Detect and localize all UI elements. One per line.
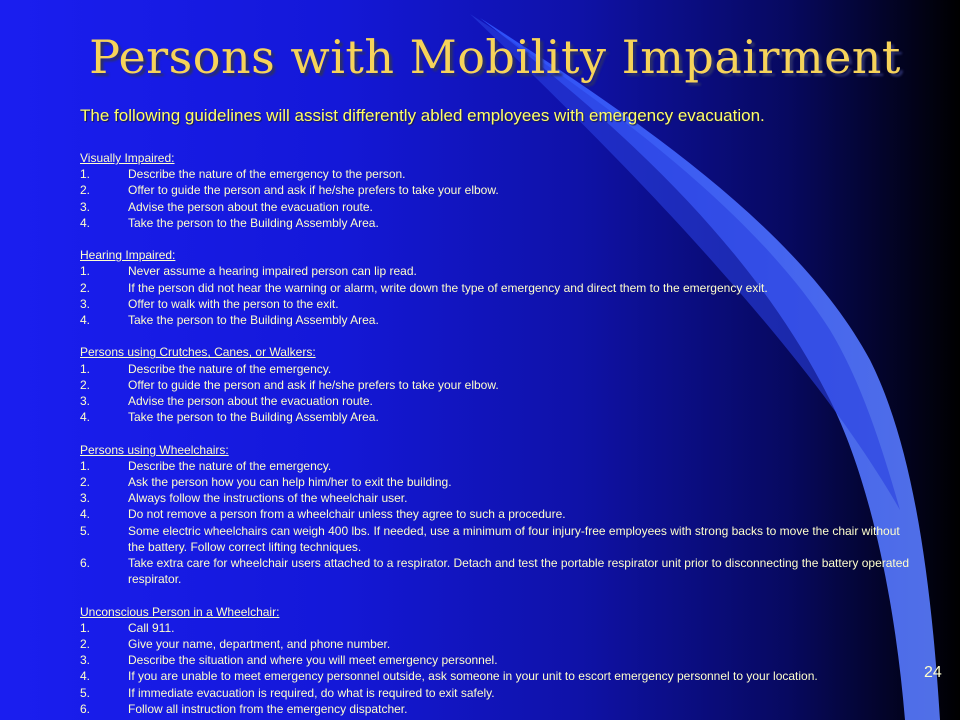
list-item — [80, 215, 910, 231]
item-text: Give your name, department, and phone number. — [128, 637, 391, 652]
item-number: 4. — [80, 215, 91, 230]
item-text: Always follow the instructions of the wheelchair user. — [128, 491, 408, 506]
guideline-section — [80, 442, 910, 588]
item-text: Offer to walk with the person to the exit. — [128, 296, 339, 311]
item-text: Do not remove a person from a wheelchair unless they agree to such a procedure. — [128, 507, 566, 522]
item-number: 1. — [80, 458, 91, 473]
guideline-section — [80, 247, 910, 328]
intro-text: The following guidelines will assist differently abled employees with emergency evacuation. — [80, 106, 765, 125]
item-number: 1. — [80, 264, 91, 279]
list-item — [80, 490, 910, 506]
item-text: Offer to guide the person and ask if he/she prefers to take your elbow. — [128, 377, 499, 392]
item-number: 5. — [80, 685, 91, 700]
guideline-section — [80, 150, 910, 231]
item-text: Never assume a hearing impaired person can lip read. — [128, 264, 417, 279]
item-text: If the person did not hear the warning or alarm, write down the type of emergency and direct them to the emergency exit. — [128, 280, 768, 295]
list-item — [80, 458, 910, 474]
list-item — [80, 182, 910, 198]
list-item — [80, 652, 910, 668]
list-item — [80, 280, 910, 296]
list-item — [80, 166, 910, 182]
list-item — [80, 263, 910, 279]
item-number: 1. — [80, 361, 91, 376]
item-number: 4. — [80, 313, 91, 328]
list-item — [80, 361, 910, 377]
item-number: 4. — [80, 410, 91, 425]
item-text: If you are unable to meet emergency personnel outside, ask someone in your unit to escort emergency personnel to your location. — [128, 669, 818, 684]
section-heading: Persons using Crutches, Canes, or Walkers: — [80, 345, 316, 360]
item-number: 4. — [80, 507, 91, 522]
list-item — [80, 474, 910, 490]
item-number: 4. — [80, 669, 91, 684]
item-text: Advise the person about the evacuation route. — [128, 394, 373, 409]
list-item — [80, 377, 910, 393]
list-item — [80, 668, 910, 684]
item-text: Advise the person about the evacuation route. — [128, 199, 373, 214]
item-text: Take the person to the Building Assembly Area. — [128, 313, 379, 328]
item-number: 3. — [80, 491, 91, 506]
item-text: Describe the nature of the emergency. — [128, 361, 332, 376]
section-heading: Unconscious Person in a Wheelchair: — [80, 604, 280, 619]
guideline-section — [80, 604, 910, 717]
list-item — [80, 506, 910, 522]
item-number: 2. — [80, 377, 91, 392]
item-number: 3. — [80, 296, 91, 311]
item-text: Call 911. — [128, 620, 175, 635]
list-item — [80, 685, 910, 701]
section-heading: Hearing Impaired: — [80, 248, 176, 263]
item-text: Take extra care for wheelchair users attached to a respirator. Detach and test the portable respirator unit prior to disconnecting the battery operated respirator. — [128, 556, 910, 587]
list-item — [80, 409, 910, 425]
item-text: Take the person to the Building Assembly Area. — [128, 410, 379, 425]
section-heading: Persons using Wheelchairs: — [80, 442, 229, 457]
list-item — [80, 701, 910, 717]
item-number: 3. — [80, 394, 91, 409]
item-number: 3. — [80, 199, 91, 214]
item-text: Describe the nature of the emergency to the person. — [128, 167, 406, 182]
guideline-section — [80, 344, 910, 425]
list-item — [80, 296, 910, 312]
item-number: 6. — [80, 701, 91, 716]
list-item — [80, 312, 910, 328]
item-number: 1. — [80, 620, 91, 635]
page-number: 24 — [924, 664, 942, 681]
list-item — [80, 636, 910, 652]
item-number: 6. — [80, 556, 91, 571]
item-number: 2. — [80, 637, 91, 652]
item-text: If immediate evacuation is required, do what is required to exit safely. — [128, 685, 495, 700]
item-number: 5. — [80, 523, 91, 538]
list-item — [80, 199, 910, 215]
item-text: Ask the person how you can help him/her to exit the building. — [128, 475, 452, 490]
list-item — [80, 555, 910, 587]
item-number: 3. — [80, 653, 91, 668]
guidelines-list — [80, 150, 910, 720]
item-text: Describe the nature of the emergency. — [128, 458, 332, 473]
list-item — [80, 620, 910, 636]
item-text: Take the person to the Building Assembly Area. — [128, 215, 379, 230]
slide-title: Persons with Mobility Impairment — [89, 30, 901, 84]
list-item — [80, 393, 910, 409]
item-text: Some electric wheelchairs can weigh 400 lbs. If needed, use a minimum of four injury-free employees with strong backs to move the chair without the battery. Follow correct lifting techniques. — [128, 523, 900, 554]
item-text: Describe the situation and where you will meet emergency personnel. — [128, 653, 498, 668]
item-text: Offer to guide the person and ask if he/she prefers to take your elbow. — [128, 183, 499, 198]
item-number: 1. — [80, 167, 91, 182]
list-item — [80, 523, 910, 555]
section-heading: Visually Impaired: — [80, 151, 175, 165]
item-number: 2. — [80, 280, 91, 295]
item-text: Follow all instruction from the emergency dispatcher. — [128, 701, 408, 716]
item-number: 2. — [80, 475, 91, 490]
item-number: 2. — [80, 183, 91, 198]
